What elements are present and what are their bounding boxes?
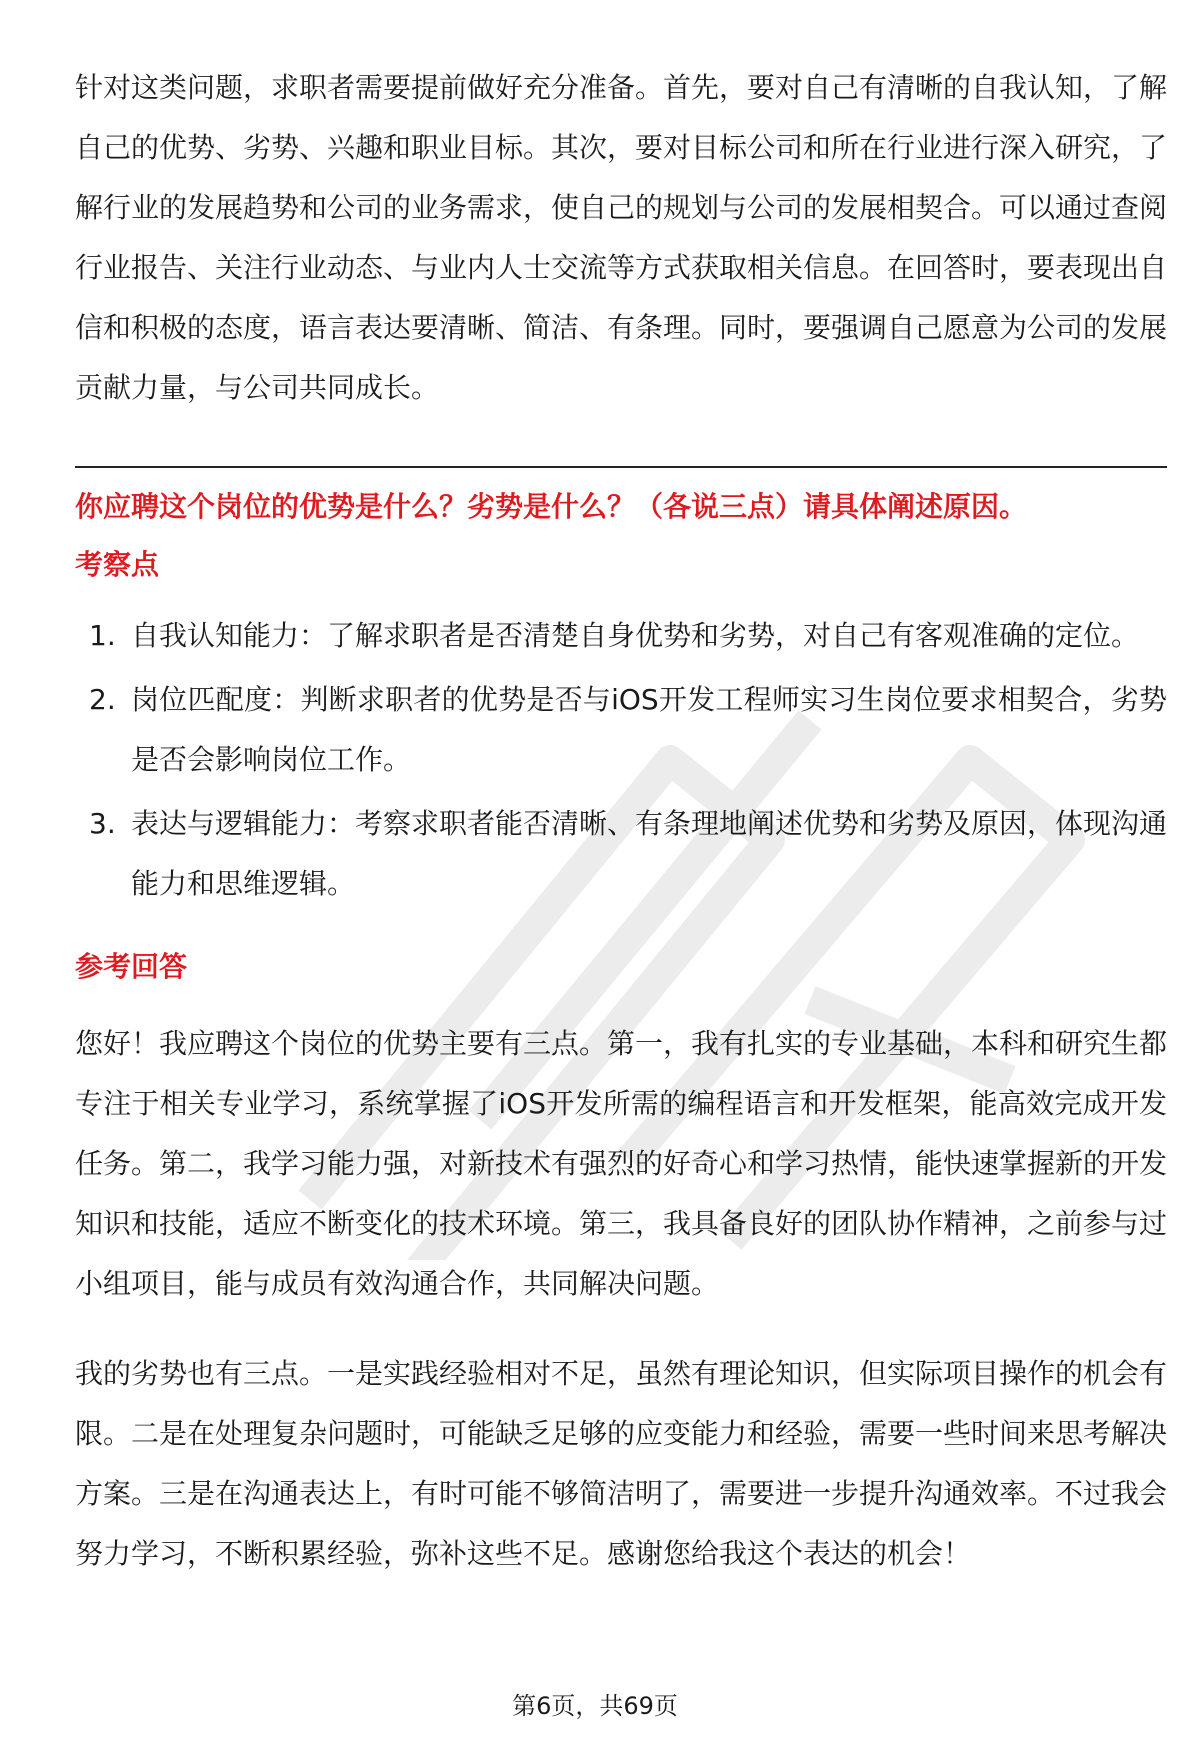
page-number-footer: 第6页，共69页 <box>512 1692 678 1720</box>
assessment-point <box>75 794 1167 914</box>
answer-paragraph-strengths: 您好！我应聘这个岗位的优势主要有三点。第一，我有扎实的专业基础，本科和研究生都专注于相关专业学习，系统掌握了iOS开发所需的编程语言和开发框架，能高效完成开发任务。第二，我学习能力强，对新技术有强烈的好奇心和学习热情，能快速掌握新的开发知识和技能，适应不断变化的技术环境。第三，我具备良好的团队协作精神，之前参与过小组项目，能与成员有效沟通合作，共同解决问题。 <box>75 1027 1168 1300</box>
answer-paragraph-weaknesses: 我的劣势也有三点。一是实践经验相对不足，虽然有理论知识，但实际项目操作的机会有限。二是在处理复杂问题时，可能缺乏足够的应变能力和经验，需要一些时间来思考解决方案。三是在沟通表达上，有时可能不够简洁明了，需要进一步提升沟通效率。不过我会努力学习，不断积累经验，弥补这些不足。感谢您给我这个表达的机会！ <box>75 1357 1168 1570</box>
document-page <box>75 58 1167 1584</box>
assessment-label: 考察点 <box>75 548 160 581</box>
point-number: 2. <box>89 683 116 716</box>
point-text: 自我认知能力：了解求职者是否清楚自身优势和劣势，对自己有客观准确的定位。 <box>131 619 1140 652</box>
assessment-point <box>75 606 1167 666</box>
reference-answer-label: 参考回答 <box>75 950 188 983</box>
assessment-point <box>75 670 1167 790</box>
point-text: 表达与逻辑能力：考察求职者能否清晰、有条理地阐述优势和劣势及原因，体现沟通能力和思维逻辑。 <box>131 807 1168 900</box>
point-text: 岗位匹配度：判断求职者的优势是否与iOS开发工程师实习生岗位要求相契合，劣势是否会影响岗位工作。 <box>131 683 1167 776</box>
question-heading: 你应聘这个岗位的优势是什么？劣势是什么？（各说三点）请具体阐述原因。 <box>75 490 1028 523</box>
point-number: 3. <box>89 807 116 840</box>
assessment-points <box>75 606 1167 914</box>
point-number: 1. <box>89 619 116 652</box>
intro-paragraph: 针对这类问题，求职者需要提前做好充分准备。首先，要对自己有清晰的自我认知，了解自己的优势、劣势、兴趣和职业目标。其次，要对目标公司和所在行业进行深入研究，了解行业的发展趋势和公司的业务需求，使自己的规划与公司的发展相契合。可以通过查阅行业报告、关注行业动态、与业内人士交流等方式获取相关信息。在回答时，要表现出自信和积极的态度，语言表达要清晰、简洁、有条理。同时，要强调自己愿意为公司的发展贡献力量，与公司共同成长。 <box>75 71 1168 404</box>
section-divider <box>75 466 1167 468</box>
